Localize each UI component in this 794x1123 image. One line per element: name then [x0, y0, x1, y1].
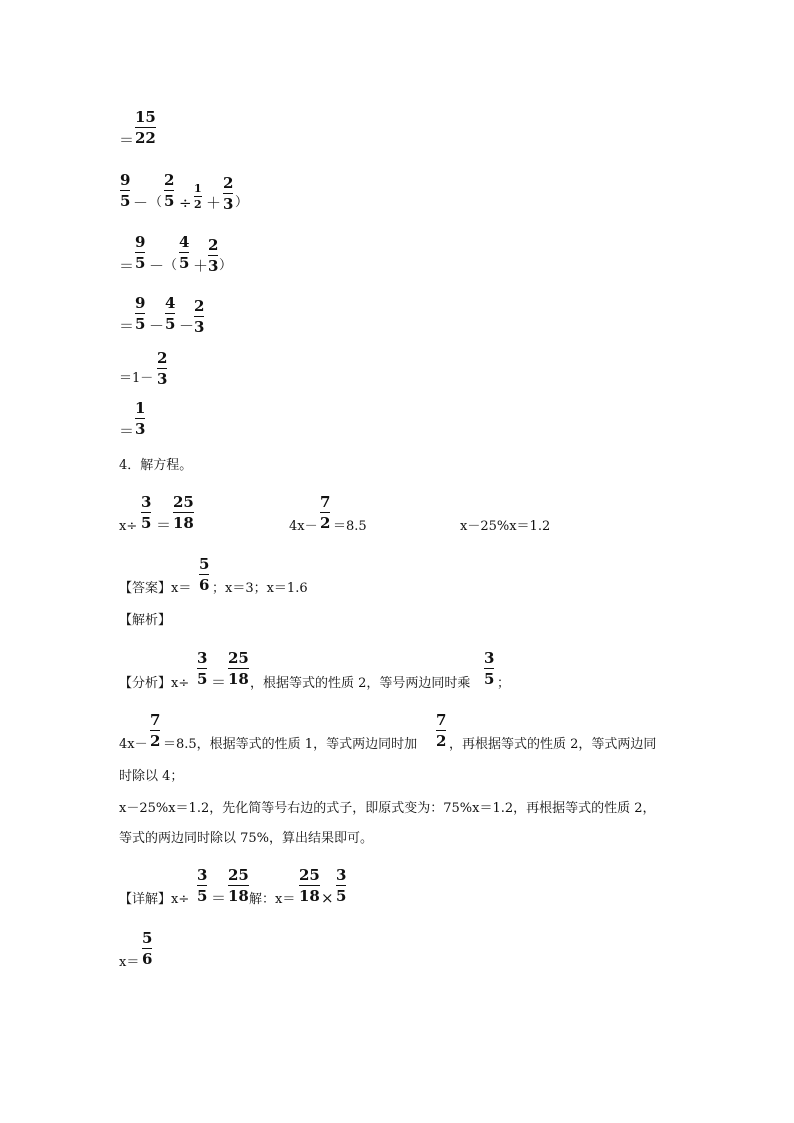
numerator: 4 — [165, 294, 176, 312]
numerator: 1 — [135, 399, 146, 417]
numerator: 9 — [135, 233, 146, 251]
denominator: 6 — [142, 950, 153, 968]
minus-sign: － — [133, 194, 149, 212]
line2-end: ，再根据等式的性质 2，等式两边同 — [449, 737, 657, 752]
line5: 等式的两边同时除以 75%，算出结果即可。 — [119, 831, 374, 846]
equation-c: x－25%x＝1.2 — [460, 519, 551, 534]
minus-sign: － — [149, 257, 165, 275]
fraction — [135, 109, 156, 147]
fraction — [179, 234, 189, 272]
numerator: 7 — [436, 711, 447, 729]
section-title: 4．解方程。 — [119, 458, 193, 473]
equals-sign: ＝ — [119, 257, 135, 275]
denominator: 5 — [120, 192, 131, 210]
fraction — [197, 650, 207, 688]
fenxi-text: ，根据等式的性质 2，等号两边同时乘 — [250, 676, 471, 691]
expression-text: x＝ — [119, 955, 140, 970]
numerator: 25 — [228, 866, 249, 884]
denominator: 3 — [157, 370, 168, 388]
equals-sign: ＝ — [119, 317, 135, 335]
line2-prefix: 4x－ — [119, 737, 148, 752]
fraction — [223, 175, 233, 213]
denominator: 5 — [141, 514, 152, 532]
numerator: 7 — [320, 493, 331, 511]
denominator: 18 — [299, 887, 320, 905]
denominator: 3 — [135, 420, 146, 438]
fraction — [164, 172, 174, 210]
denominator: 2 — [194, 198, 202, 211]
line4: x－25%x＝1.2，先化简等号右边的式子，即原式变为：75%x＝1.2，再根据等式的性质 2， — [119, 801, 656, 816]
times-sign: × — [321, 889, 334, 907]
denominator: 3 — [223, 195, 234, 213]
denominator: 5 — [165, 315, 176, 333]
fraction — [299, 867, 320, 905]
fraction — [484, 650, 494, 688]
numerator: 15 — [135, 108, 156, 126]
equals-sign: ＝ — [211, 889, 227, 907]
equals-sign: ＝ — [119, 131, 135, 149]
detail-label: 【详解】x÷ — [119, 892, 190, 907]
line3: 时除以 4； — [119, 769, 184, 784]
fraction — [199, 556, 209, 594]
fraction — [197, 867, 207, 905]
numerator: 2 — [208, 236, 219, 254]
equation-b-prefix: 4x－ — [289, 519, 318, 534]
denominator: 22 — [135, 129, 156, 147]
numerator: 25 — [299, 866, 320, 884]
equals-sign: ＝ — [156, 516, 172, 534]
fraction — [142, 930, 152, 968]
denominator: 2 — [436, 732, 447, 750]
denominator: 5 — [197, 887, 208, 905]
numerator: 1 — [194, 182, 202, 195]
answer-label: 【答案】x＝ — [119, 581, 192, 596]
numerator: 9 — [120, 171, 131, 189]
numerator: 2 — [223, 174, 234, 192]
detail-mid: 解：x＝ — [249, 892, 296, 907]
answer-rest: ；x＝3；x＝1.6 — [212, 581, 308, 596]
expression-text: x÷ — [119, 519, 138, 534]
denominator: 3 — [208, 257, 219, 275]
divide-sign: ÷ — [179, 194, 192, 212]
minus-sign: － — [179, 317, 195, 335]
denominator: 5 — [484, 670, 495, 688]
numerator: 2 — [164, 171, 175, 189]
fraction — [157, 350, 167, 388]
denominator: 5 — [179, 254, 190, 272]
analysis-label: 【解析】 — [119, 613, 172, 628]
numerator: 3 — [197, 866, 208, 884]
numerator: 25 — [228, 649, 249, 667]
fraction — [194, 183, 202, 211]
denominator: 2 — [150, 732, 161, 750]
fenxi-label: 【分析】x÷ — [119, 676, 190, 691]
numerator: 5 — [199, 555, 210, 573]
expression-text: ＝1－ — [119, 371, 154, 386]
numerator: 25 — [173, 493, 194, 511]
minus-sign: － — [149, 317, 165, 335]
numerator: 2 — [194, 297, 205, 315]
semicolon: ； — [497, 676, 511, 691]
fraction — [228, 650, 249, 688]
denominator: 18 — [228, 887, 249, 905]
left-paren: （ — [149, 195, 163, 210]
fraction — [436, 712, 446, 750]
fraction — [135, 400, 145, 438]
denominator: 5 — [164, 192, 175, 210]
fraction — [173, 494, 194, 532]
right-paren: ） — [219, 258, 233, 273]
numerator: 2 — [157, 349, 168, 367]
left-paren: （ — [164, 258, 178, 273]
line2-mid: ＝8.5，根据等式的性质 1，等式两边同时加 — [163, 737, 418, 752]
denominator: 18 — [228, 670, 249, 688]
denominator: 6 — [199, 576, 210, 594]
denominator: 18 — [173, 514, 194, 532]
fraction — [135, 234, 145, 272]
fraction — [336, 867, 346, 905]
fraction — [228, 867, 249, 905]
numerator: 3 — [336, 866, 347, 884]
numerator: 9 — [135, 294, 146, 312]
numerator: 5 — [142, 929, 153, 947]
fraction — [120, 172, 130, 210]
denominator: 5 — [197, 670, 208, 688]
fraction — [141, 494, 151, 532]
numerator: 3 — [484, 649, 495, 667]
plus-sign: ＋ — [206, 194, 222, 212]
denominator: 2 — [320, 514, 331, 532]
right-paren: ） — [235, 195, 249, 210]
fraction — [150, 712, 160, 750]
denominator: 5 — [135, 315, 146, 333]
fraction — [165, 295, 175, 333]
equals-sign: ＝ — [119, 422, 135, 440]
numerator: 4 — [179, 233, 190, 251]
numerator: 7 — [150, 711, 161, 729]
equals-sign: ＝ — [211, 673, 227, 691]
fraction — [208, 237, 218, 275]
fraction — [194, 298, 204, 336]
denominator: 3 — [194, 318, 205, 336]
numerator: 3 — [141, 493, 152, 511]
plus-sign: ＋ — [193, 257, 209, 275]
equation-b-suffix: ＝8.5 — [333, 519, 367, 534]
numerator: 3 — [197, 649, 208, 667]
fraction — [135, 295, 145, 333]
denominator: 5 — [336, 887, 347, 905]
denominator: 5 — [135, 254, 146, 272]
fraction — [320, 494, 330, 532]
